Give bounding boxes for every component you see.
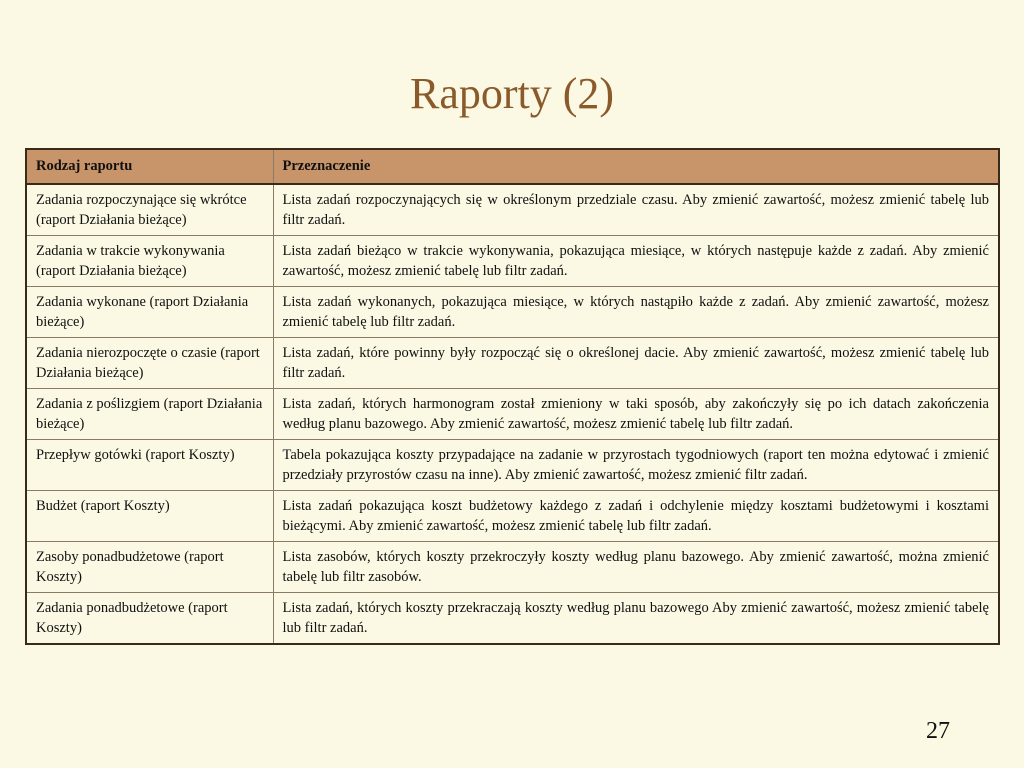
reports-table (25, 148, 1000, 645)
report-purpose-cell: Lista zadań, których harmonogram został zmieniony w taki sposób, aby zakończyły się po ich datach zakończenia według planu bazowego. Aby zmienić zawartość, możesz zmienić tabelę lub filtr zadań. (273, 389, 999, 440)
report-type-cell: Zadania w trakcie wykonywania (raport Działania bieżące) (26, 236, 273, 287)
table-header-row (26, 149, 999, 184)
table-row (26, 287, 999, 338)
table-row (26, 389, 999, 440)
reports-table-container (25, 148, 1000, 645)
report-type-cell: Zadania nierozpoczęte o czasie (raport Działania bieżące) (26, 338, 273, 389)
report-purpose-cell: Lista zadań pokazująca koszt budżetowy każdego z zadań i odchylenie między kosztami budżetowymi i kosztami bieżącymi. Aby zmienić zawartość, możesz zmienić tabelę lub filtr zadań. (273, 491, 999, 542)
header-purpose: Przeznaczenie (273, 149, 999, 184)
report-type-cell: Budżet (raport Koszty) (26, 491, 273, 542)
report-purpose-cell: Lista zadań wykonanych, pokazująca miesiące, w których nastąpiło każde z zadań. Aby zmienić zawartość, możesz zmienić tabelę lub filtr zadań. (273, 287, 999, 338)
report-purpose-cell: Lista zadań, których koszty przekraczają koszty według planu bazowego Aby zmienić zawartość, możesz zmienić tabelę lub filtr zadań. (273, 593, 999, 645)
header-report-type: Rodzaj raportu (26, 149, 273, 184)
report-purpose-cell: Tabela pokazująca koszty przypadające na zadanie w przyrostach tygodniowych (raport ten można edytować i zmienić przedziały przyrostów czasu na inne). Aby zmienić zawartość, możesz zmienić filtr zadań. (273, 440, 999, 491)
slide-title: Raporty (2) (409, 69, 615, 118)
table-row (26, 440, 999, 491)
report-type-cell: Zadania wykonane (raport Działania bieżące) (26, 287, 273, 338)
report-purpose-cell: Lista zasobów, których koszty przekroczyły koszty według planu bazowego. Aby zmienić zawartość, można zmienić tabelę lub filtr zasobów. (273, 542, 999, 593)
table-row (26, 542, 999, 593)
report-type-cell: Przepływ gotówki (raport Koszty) (26, 440, 273, 491)
report-purpose-cell: Lista zadań bieżąco w trakcie wykonywania, pokazująca miesiące, w których następuje każde z zadań. Aby zmienić zawartość, możesz zmienić tabelę lub filtr zadań. (273, 236, 999, 287)
report-type-cell: Zasoby ponadbudżetowe (raport Koszty) (26, 542, 273, 593)
report-type-cell: Zadania ponadbudżetowe (raport Koszty) (26, 593, 273, 645)
table-row (26, 184, 999, 236)
table-row (26, 236, 999, 287)
table-row (26, 593, 999, 645)
report-purpose-cell: Lista zadań rozpoczynających się w określonym przedziale czasu. Aby zmienić zawartość, możesz zmienić tabelę lub filtr zadań. (273, 184, 999, 236)
table-row (26, 491, 999, 542)
report-purpose-cell: Lista zadań, które powinny były rozpocząć się o określonej dacie. Aby zmienić zawartość, możesz zmienić tabelę lub filtr zadań. (273, 338, 999, 389)
table-row (26, 338, 999, 389)
page-number: 27 (926, 718, 950, 744)
report-type-cell: Zadania z poślizgiem (raport Działania bieżące) (26, 389, 273, 440)
report-type-cell: Zadania rozpoczynające się wkrótce (raport Działania bieżące) (26, 184, 273, 236)
